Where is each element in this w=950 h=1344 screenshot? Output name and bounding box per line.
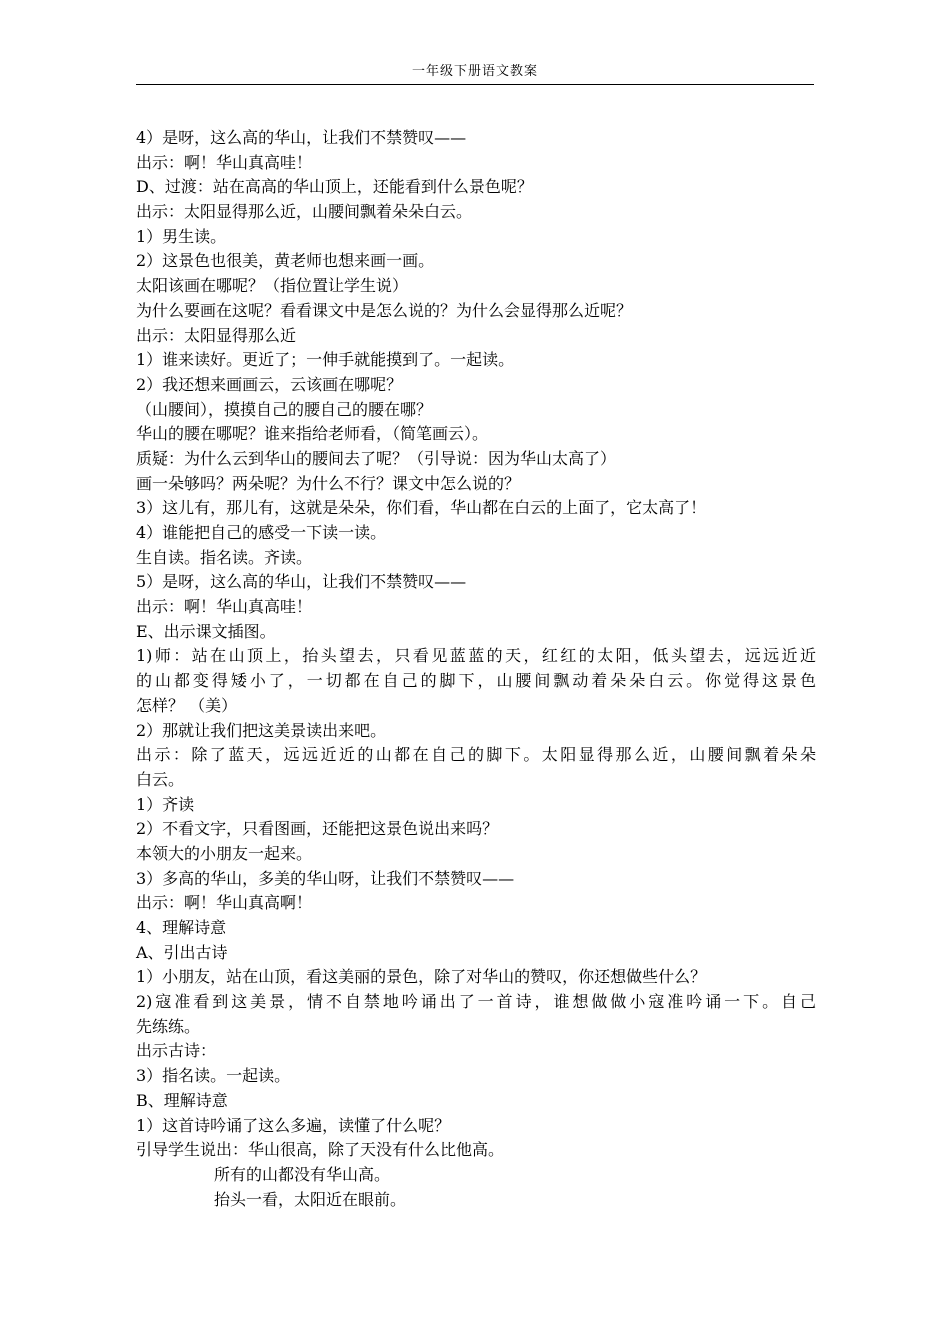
text-line: 2）不看文字，只看图画，还能把这景色说出来吗？ — [136, 819, 499, 839]
page-header — [136, 60, 814, 85]
text-line: 1）小朋友，站在山顶，看这美丽的景色，除了对华山的赞叹，你还想做些什么？ — [136, 967, 707, 987]
text-line: 质疑：为什么云到华山的腰间去了呢？（引导说：因为华山太高了） — [136, 448, 617, 468]
text-line: 出示：除了蓝天，远远近近的山都在自己的脚下。太阳显得那么近，山腰间飘着朵朵 — [136, 745, 816, 765]
text-line: 怎样？ （美） — [136, 695, 238, 715]
text-line: （山腰间），摸摸自己的腰自己的腰在哪？ — [136, 399, 433, 419]
text-line: D、过渡：站在高高的华山顶上，还能看到什么景色呢？ — [136, 177, 533, 197]
text-line: 4）是呀，这么高的华山，让我们不禁赞叹—— — [136, 128, 467, 147]
text-line: 所有的山都没有华山高。 — [214, 1164, 391, 1184]
text-line: 4、理解诗意 — [136, 918, 227, 937]
document-body — [136, 126, 816, 1212]
text-line: 2）这景色也很美，黄老师也想来画一画。 — [136, 251, 435, 271]
text-line: 3）这儿有，那儿有，这就是朵朵，你们看，华山都在白云的上面了，它太高了！ — [136, 498, 707, 518]
text-line: 出示：啊！华山真高啊！ — [136, 893, 313, 913]
text-line: 生自读。指名读。齐读。 — [136, 547, 313, 567]
text-line: 4）谁能把自己的感受一下读一读。 — [136, 523, 387, 542]
text-line: 1）谁来读好。更近了；一伸手就能摸到了。一起读。 — [136, 350, 515, 370]
text-line: 出示：太阳显得那么近 — [136, 325, 297, 345]
text-line: 1）男生读。 — [136, 226, 227, 246]
text-line: B、理解诗意 — [136, 1090, 228, 1110]
text-line: 2）那就让我们把这美景读出来吧。 — [136, 720, 387, 740]
text-line: 引导学生说出：华山很高，除了天没有什么比他高。 — [136, 1140, 505, 1160]
text-line: 2)寇准看到这美景，情不自禁地吟诵出了一首诗，谁想做做小寇准吟诵一下。自己 — [136, 992, 816, 1012]
text-line: 出示：啊！华山真高哇！ — [136, 597, 313, 617]
text-line: 本领大的小朋友一起来。 — [136, 843, 313, 863]
text-line: 出示：啊！华山真高哇！ — [136, 152, 313, 172]
header-title: 一年级下册语文教案 — [411, 64, 538, 79]
text-line: E、出示课文插图。 — [136, 621, 276, 641]
text-line: 3）多高的华山，多美的华山呀，让我们不禁赞叹—— — [136, 868, 515, 888]
text-line: 出示古诗： — [136, 1041, 217, 1061]
text-line: 华山的腰在哪呢？谁来指给老师看，（简笔画云）。 — [136, 424, 489, 444]
text-line: 出示：太阳显得那么近，山腰间飘着朵朵白云。 — [136, 202, 473, 222]
text-line: 太阳该画在哪呢？（指位置让学生说） — [136, 276, 409, 296]
text-line: 1）齐读 — [136, 794, 195, 814]
text-line: A、引出古诗 — [136, 942, 228, 962]
text-line: 3）指名读。一起读。 — [136, 1066, 291, 1086]
text-line: 5）是呀，这么高的华山，让我们不禁赞叹—— — [136, 572, 467, 592]
text-line: 1）这首诗吟诵了这么多遍，读懂了什么呢？ — [136, 1115, 451, 1135]
text-line: 2）我还想来画画云，云该画在哪呢？ — [136, 374, 403, 394]
text-line: 的山都变得矮小了，一切都在自己的脚下，山腰间飘动着朵朵白云。你觉得这景色 — [136, 671, 816, 691]
text-line: 白云。 — [136, 769, 185, 789]
text-line: 1)师：站在山顶上，抬头望去，只看见蓝蓝的天，红红的太阳，低头望去，远远近近 — [136, 646, 816, 666]
text-line: 为什么要画在这呢？看看课文中是怎么说的？为什么会显得那么近呢？ — [136, 300, 633, 320]
text-line: 画一朵够吗？两朵呢？为什么不行？课文中怎么说的？ — [136, 473, 521, 493]
text-line: 先练练。 — [136, 1016, 201, 1036]
text-line: 抬头一看，太阳近在眼前。 — [214, 1189, 407, 1209]
